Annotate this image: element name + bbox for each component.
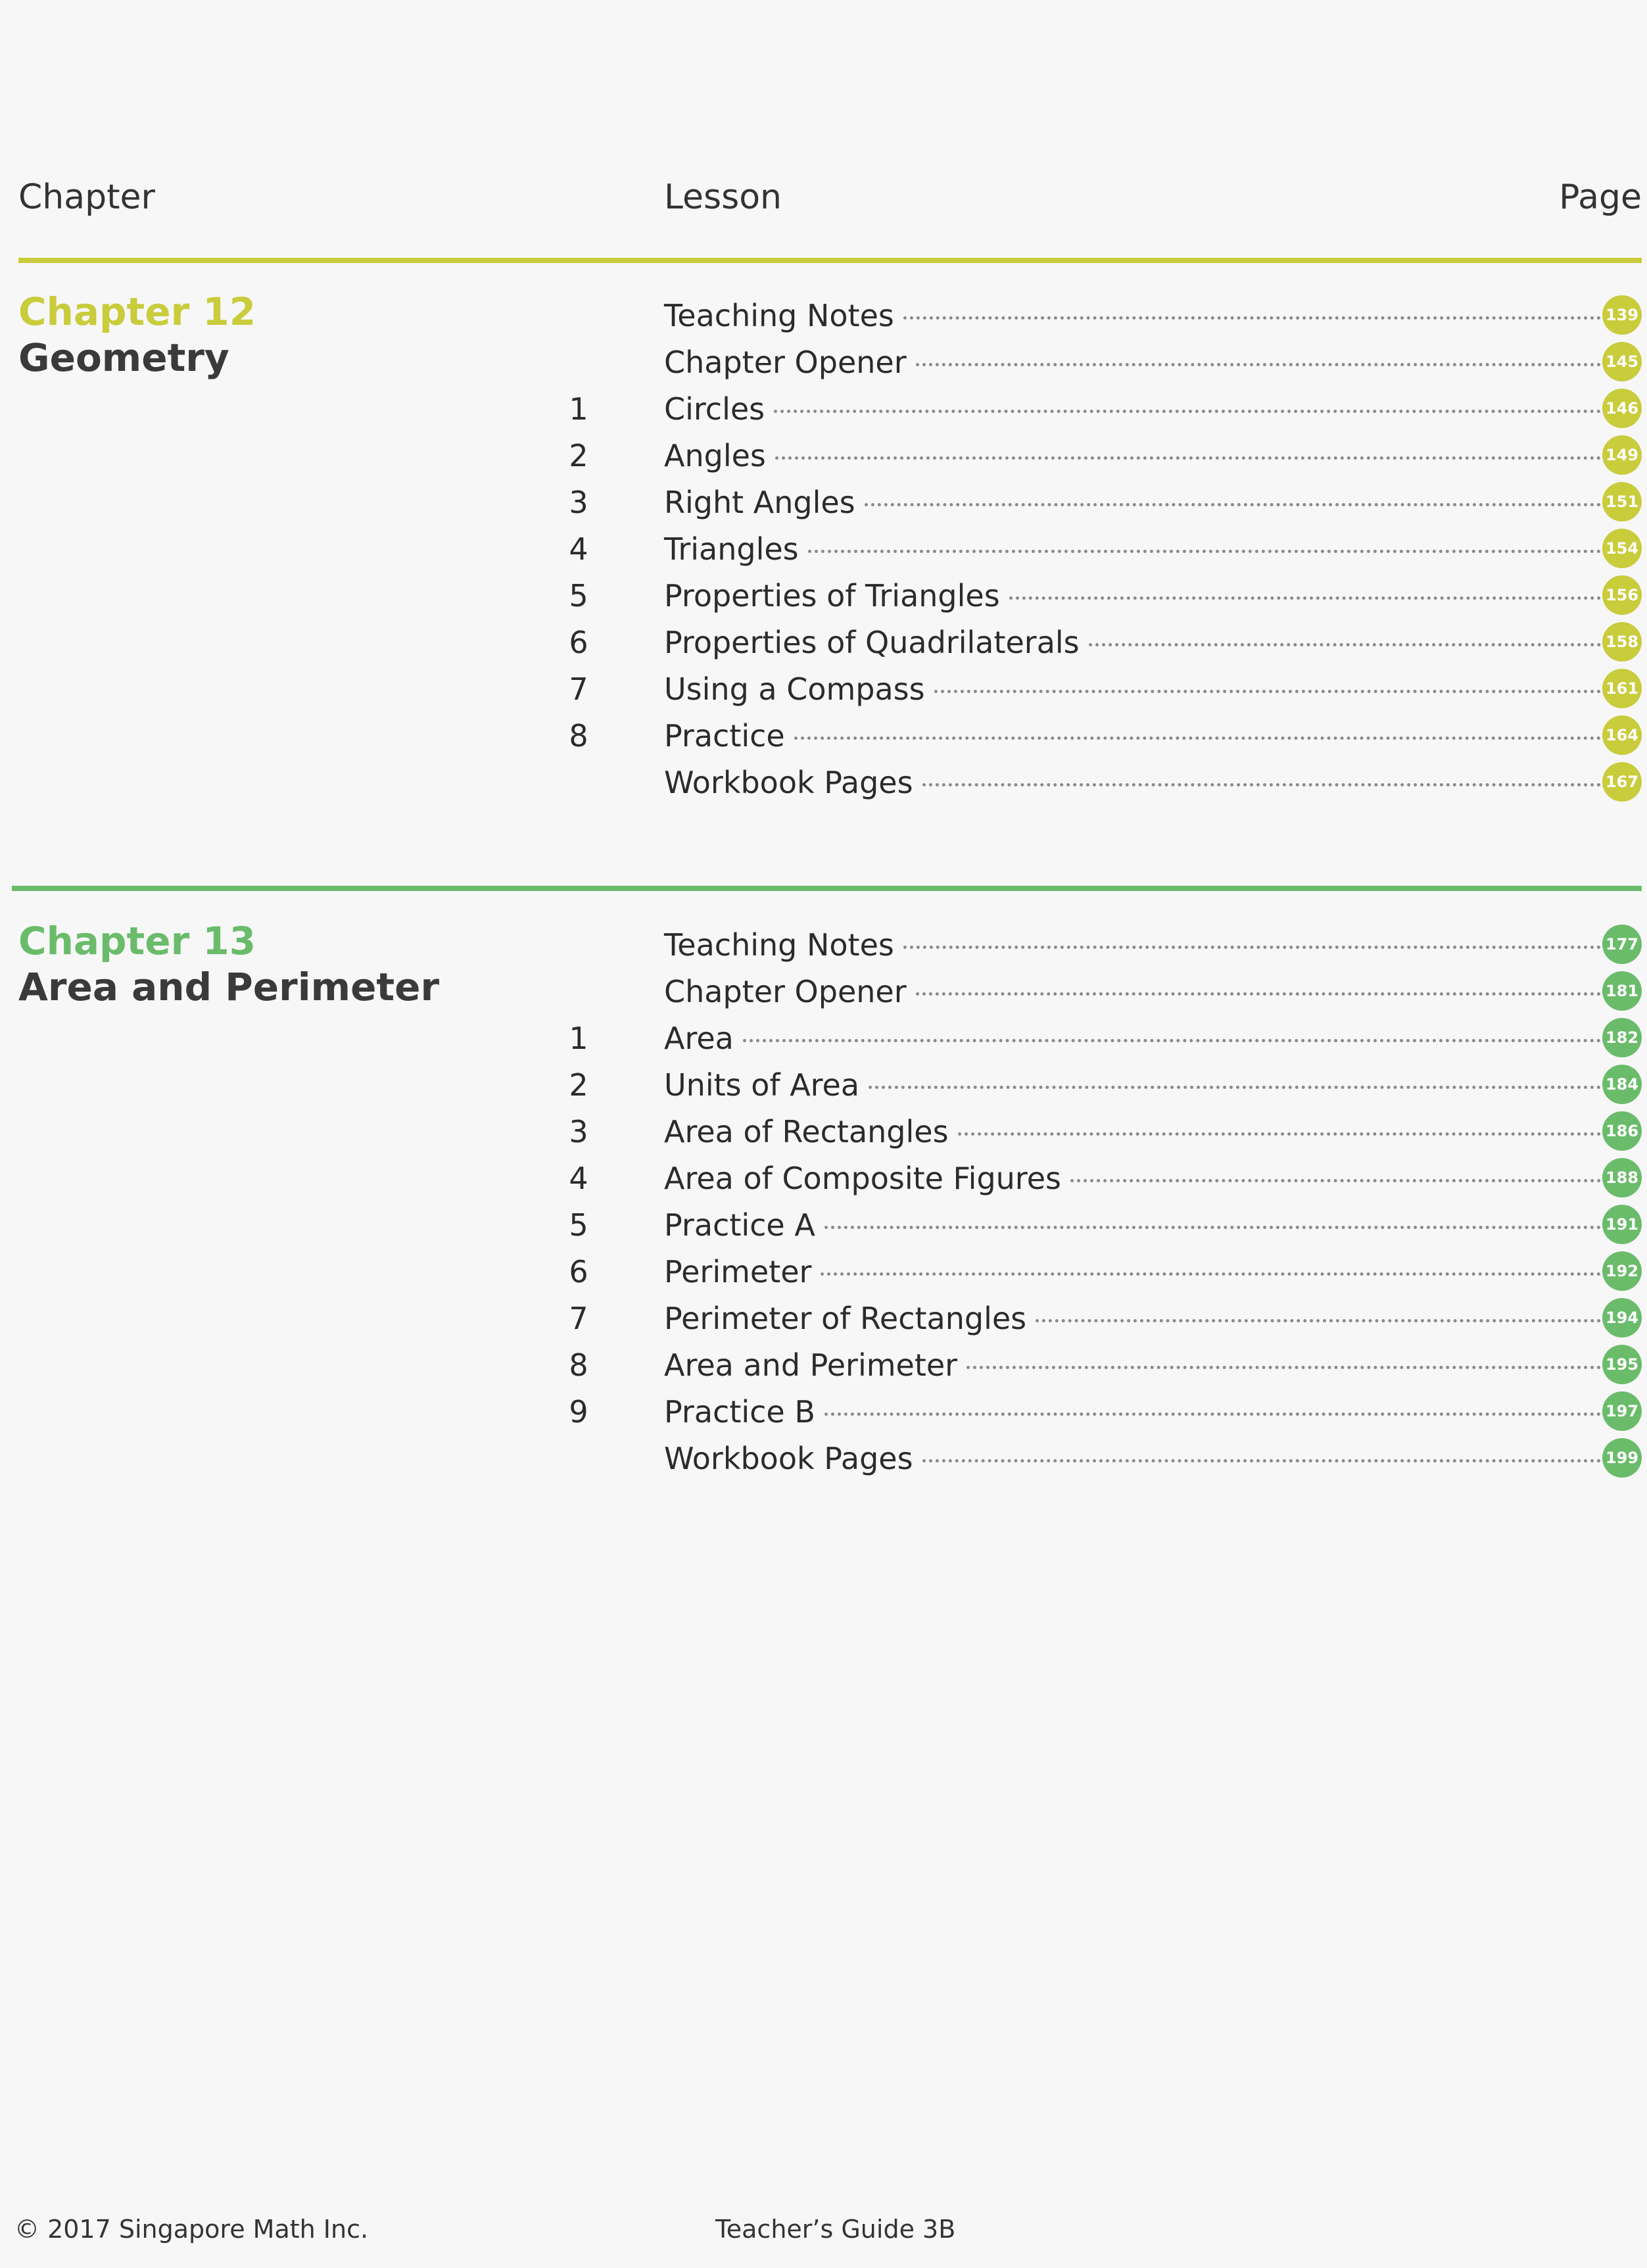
dot-leader <box>922 1459 1601 1462</box>
lesson-title: Area <box>664 1021 734 1056</box>
dot-leader <box>958 1132 1601 1136</box>
dot-leader <box>774 410 1601 413</box>
page-number-badge: 151 <box>1602 482 1642 521</box>
page-number-badge: 186 <box>1602 1111 1642 1151</box>
lesson-number: 1 <box>569 391 588 427</box>
lesson-row <box>0 335 1647 386</box>
lesson-line <box>664 578 1601 614</box>
dot-leader <box>808 550 1601 553</box>
page-number-badge: 195 <box>1602 1345 1642 1384</box>
dot-leader <box>775 456 1601 460</box>
page-number-badge: 194 <box>1602 1298 1642 1338</box>
lesson-number: 2 <box>569 1067 588 1103</box>
lesson-line <box>664 1114 1601 1149</box>
lesson-number: 8 <box>569 1347 588 1383</box>
lesson-title: Properties of Quadrilaterals <box>664 625 1080 660</box>
lesson-line <box>664 1301 1601 1336</box>
lesson-row <box>0 526 1647 573</box>
lesson-line <box>664 1347 1601 1383</box>
lesson-title: Right Angles <box>664 485 855 520</box>
lesson-number: 5 <box>569 578 588 614</box>
lesson-line <box>664 298 1601 333</box>
page-number-badge: 154 <box>1602 529 1642 568</box>
page-number-badge: 182 <box>1602 1018 1642 1057</box>
footer-book-title: Teacher’s Guide 3B <box>715 2215 956 2244</box>
lesson-line <box>664 671 1601 707</box>
lesson-number: 3 <box>569 1114 588 1149</box>
lesson-line <box>664 531 1601 567</box>
lesson-title: Teaching Notes <box>664 927 894 963</box>
dot-leader <box>934 690 1601 693</box>
page-number-badge: 177 <box>1602 925 1642 964</box>
dot-leader <box>743 1039 1601 1042</box>
lesson-number: 7 <box>569 1301 588 1336</box>
lesson-line <box>664 1021 1601 1056</box>
dot-leader <box>794 736 1601 740</box>
lesson-row <box>0 1249 1647 1295</box>
lesson-number: 5 <box>569 1207 588 1243</box>
dot-leader <box>1009 596 1601 600</box>
lesson-row <box>0 479 1647 526</box>
dot-leader <box>922 783 1601 786</box>
lesson-title: Practice A <box>664 1207 815 1243</box>
lesson-title: Properties of Triangles <box>664 578 1000 614</box>
lesson-row <box>0 1202 1647 1249</box>
dot-leader <box>865 503 1601 506</box>
page-number-badge: 199 <box>1602 1438 1642 1478</box>
lesson-line <box>664 1207 1601 1243</box>
lesson-number: 6 <box>569 625 588 660</box>
lesson-line <box>664 927 1601 963</box>
lesson-line <box>664 391 1601 427</box>
lesson-row <box>0 760 1647 806</box>
chapter-13-rule <box>12 886 1642 891</box>
page-number-badge: 192 <box>1602 1251 1642 1291</box>
chapter-12-rule <box>18 258 1642 263</box>
dot-leader <box>821 1272 1601 1276</box>
chapter-number: Chapter 13 <box>18 919 256 963</box>
lesson-row <box>0 1295 1647 1342</box>
dot-leader <box>1070 1179 1601 1182</box>
page-number-badge: 188 <box>1602 1158 1642 1197</box>
lesson-line <box>664 1254 1601 1290</box>
lesson-title: Chapter Opener <box>664 974 907 1009</box>
page-number-badge: 158 <box>1602 622 1642 662</box>
lesson-row <box>0 386 1647 433</box>
lesson-number: 6 <box>569 1254 588 1290</box>
lesson-row <box>0 713 1647 760</box>
lesson-row <box>0 1436 1647 1482</box>
lesson-row <box>0 289 1647 339</box>
page-number-badge: 197 <box>1602 1391 1642 1431</box>
dot-leader <box>824 1412 1601 1416</box>
page-number-badge: 164 <box>1602 715 1642 755</box>
lesson-title: Area of Composite Figures <box>664 1161 1061 1196</box>
lesson-title: Units of Area <box>664 1067 860 1103</box>
lesson-title: Angles <box>664 438 766 473</box>
dot-leader <box>903 316 1601 320</box>
lesson-line <box>664 485 1601 520</box>
lesson-title: Triangles <box>664 531 799 567</box>
lesson-title: Practice B <box>664 1394 815 1430</box>
lesson-title: Area and Perimeter <box>664 1347 958 1383</box>
lesson-row <box>0 919 1647 969</box>
lesson-row <box>0 1109 1647 1155</box>
lesson-number: 1 <box>569 1021 588 1056</box>
lesson-number: 8 <box>569 718 588 754</box>
lesson-row <box>0 1155 1647 1202</box>
dot-leader <box>916 992 1601 996</box>
lesson-line <box>664 438 1601 473</box>
lesson-line <box>664 974 1601 1009</box>
lesson-title: Chapter Opener <box>664 345 907 380</box>
lesson-line <box>664 1441 1601 1476</box>
lesson-number: 9 <box>569 1394 588 1430</box>
lesson-row <box>0 1062 1647 1109</box>
lesson-title: Practice <box>664 718 785 754</box>
lesson-line <box>664 765 1601 800</box>
dot-leader <box>967 1366 1601 1369</box>
lesson-number: 7 <box>569 671 588 707</box>
lesson-title: Workbook Pages <box>664 765 913 800</box>
page-number-badge: 139 <box>1602 295 1642 335</box>
lesson-row <box>0 666 1647 713</box>
lesson-line <box>664 345 1601 380</box>
header-page: Page <box>1559 178 1642 217</box>
lesson-title: Perimeter <box>664 1254 812 1290</box>
chapter-title: Geometry <box>18 335 229 380</box>
lesson-title: Workbook Pages <box>664 1441 913 1476</box>
page-number-badge: 145 <box>1602 342 1642 381</box>
lesson-row <box>0 619 1647 666</box>
lesson-number: 3 <box>569 485 588 520</box>
lesson-row <box>0 433 1647 479</box>
lesson-title: Area of Rectangles <box>664 1114 949 1149</box>
lesson-row <box>0 1015 1647 1062</box>
page-number-badge: 181 <box>1602 971 1642 1011</box>
lesson-number: 4 <box>569 1161 588 1196</box>
lesson-line <box>664 718 1601 754</box>
chapter-title: Area and Perimeter <box>18 965 440 1009</box>
chapter-number: Chapter 12 <box>18 289 256 334</box>
dot-leader <box>1089 643 1601 646</box>
page-number-badge: 191 <box>1602 1205 1642 1244</box>
lesson-title: Teaching Notes <box>664 298 894 333</box>
lesson-title: Circles <box>664 391 765 427</box>
lesson-row <box>0 573 1647 619</box>
page-number-badge: 161 <box>1602 669 1642 708</box>
lesson-line <box>664 1161 1601 1196</box>
lesson-row <box>0 1389 1647 1436</box>
header-chapter: Chapter <box>18 178 155 217</box>
lesson-line <box>664 1067 1601 1103</box>
lesson-number: 2 <box>569 438 588 473</box>
lesson-line <box>664 1394 1601 1430</box>
dot-leader <box>1036 1319 1601 1322</box>
page-number-badge: 149 <box>1602 435 1642 475</box>
lesson-number: 4 <box>569 531 588 567</box>
dot-leader <box>824 1226 1601 1229</box>
page-number-badge: 156 <box>1602 575 1642 615</box>
lesson-title: Using a Compass <box>664 671 925 707</box>
lesson-row <box>0 1342 1647 1389</box>
footer-copyright: © 2017 Singapore Math Inc. <box>14 2215 369 2244</box>
page-number-badge: 146 <box>1602 389 1642 428</box>
lesson-line <box>664 625 1601 660</box>
page-number-badge: 167 <box>1602 762 1642 802</box>
lesson-title: Perimeter of Rectangles <box>664 1301 1027 1336</box>
lesson-row <box>0 965 1647 1015</box>
dot-leader <box>903 946 1601 949</box>
header-lesson: Lesson <box>664 178 782 217</box>
dot-leader <box>869 1086 1601 1089</box>
page-number-badge: 184 <box>1602 1065 1642 1104</box>
dot-leader <box>916 363 1601 366</box>
